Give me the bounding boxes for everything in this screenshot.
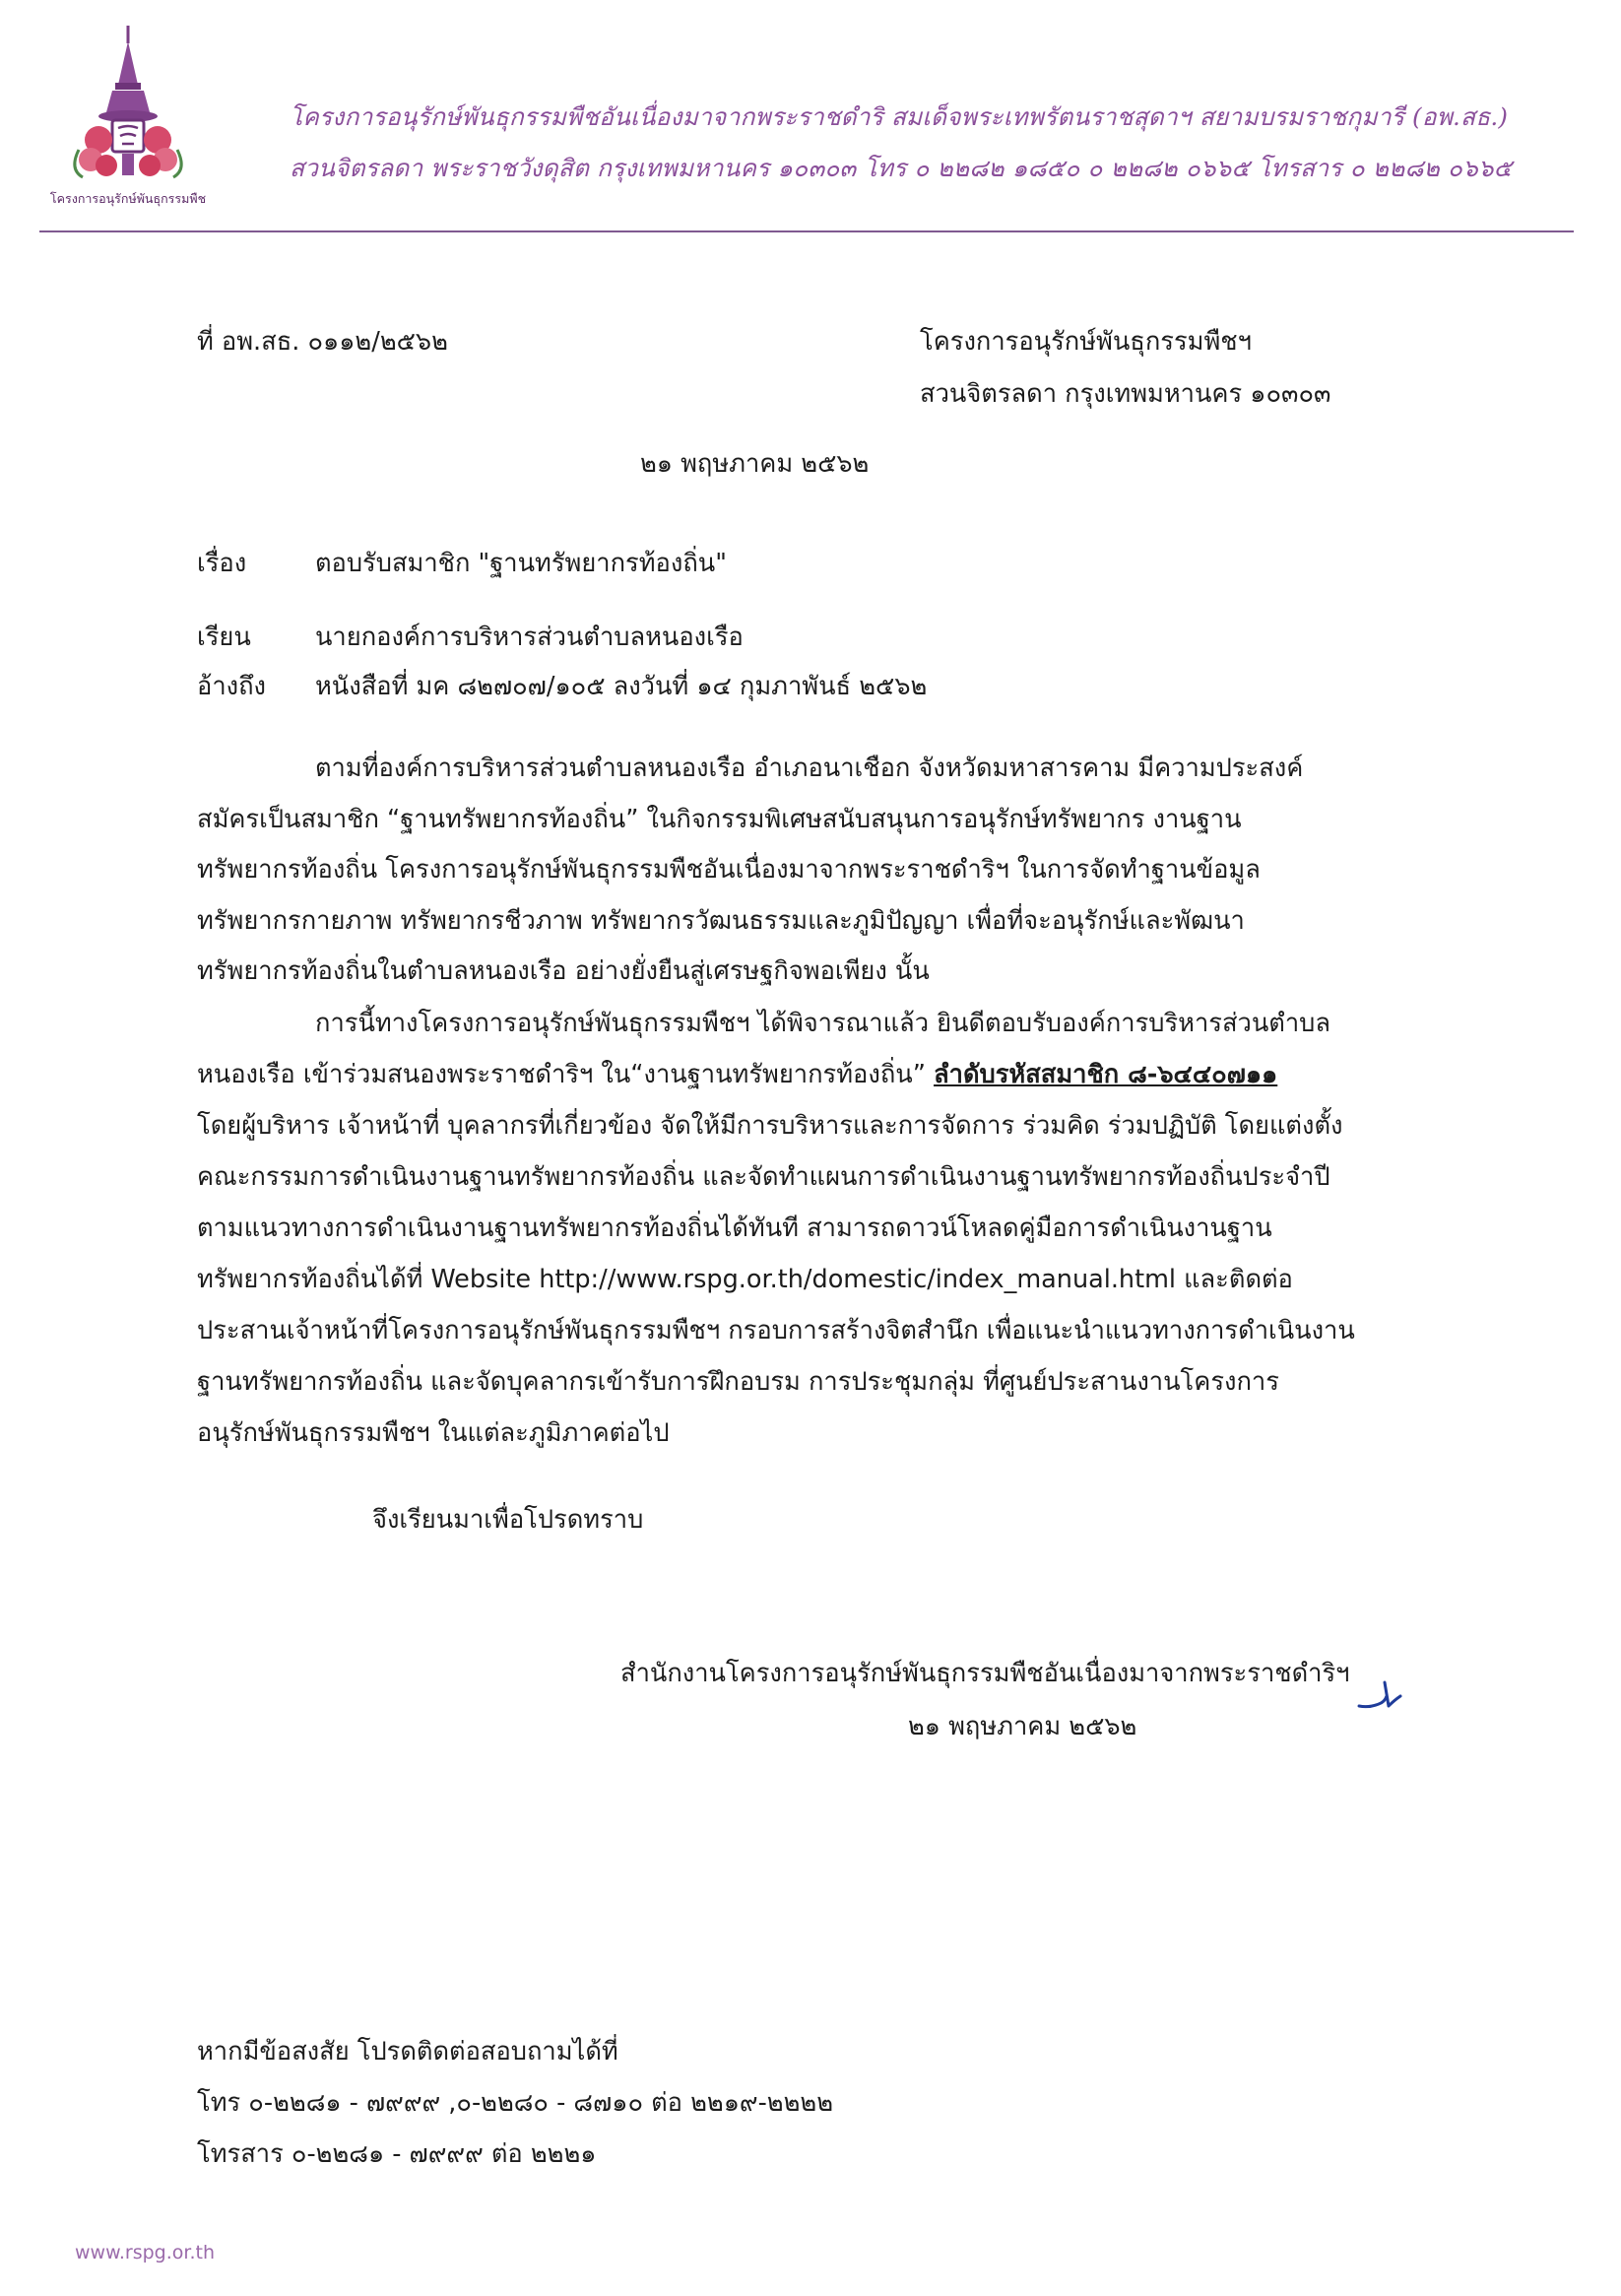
paragraph-2-line [197,1058,1277,1091]
sender-address-line-1: โครงการอนุรักษ์พันธุกรรมพืชฯ [920,327,1252,357]
svg-text:โครงการอนุรักษ์พันธุกรรมพืช: โครงการอนุรักษ์พันธุกรรมพืช [49,191,207,206]
paragraph-2-line-prefix: หนองเรือ เข้าร่วมสนองพระราชดำริฯ ใน“งานฐานทรัพยากรท้องถิ่น” [197,1060,935,1089]
handwritten-signature-mark [1355,1676,1406,1714]
paragraph-1-line: ทรัพยากรท้องถิ่น โครงการอนุรักษ์พันธุกรรมพืชอันเนื่องมาจากพระราชดำริฯ ในการจัดทำฐานข้อมูล [197,855,1261,885]
reference-label: อ้างถึง [197,672,266,701]
paragraph-2-line: ทรัพยากรท้องถิ่นได้ที่ Website http://www.rspg.or.th/domestic/index_manual.html และติดต่อ [197,1265,1293,1294]
org-address-line: สวนจิตรลดา พระราชวังดุสิต กรุงเทพมหานคร ๑๐๓๐๓ โทร ๐ ๒๒๘๒ ๑๘๕๐ ๐ ๒๒๘๒ ๐๖๖๕ โทรสาร ๐ ๒๒๘๒ ๐๖๖๕ [290,154,1513,182]
footer-website: www.rspg.or.th [75,2242,216,2263]
paragraph-2-line: คณะกรรมการดำเนินงานฐานทรัพยากรท้องถิ่น และจัดทำแผนการดำเนินงานฐานทรัพยากรท้องถิ่นประจำปี [197,1162,1330,1192]
paragraph-1-line: ตามที่องค์การบริหารส่วนตำบลหนองเรือ อำเภอนาเชือก จังหวัดมหาสารคาม มีความประสงค์ [315,754,1304,783]
paragraph-2-line: การนี้ทางโครงการอนุรักษ์พันธุกรรมพืชฯ ได้พิจารณาแล้ว ยินดีตอบรับองค์การบริหารส่วนตำบล [315,1009,1330,1038]
subject-value: ตอบรับสมาชิก "ฐานทรัพยากรท้องถิ่น" [315,549,727,578]
royal-crown-emblem-icon [39,22,217,215]
paragraph-1-line: ทรัพยากรกายภาพ ทรัพยากรชีวภาพ ทรัพยากรวัฒนธรรมและภูมิปัญญา เพื่อที่จะอนุรักษ์และพัฒนา [197,906,1245,936]
contact-fax: โทรสาร ๐-๒๒๘๑ - ๗๙๙๙ ต่อ ๒๒๒๑ [197,2139,597,2169]
signature-date: ๒๑ พฤษภาคม ๒๕๖๒ [908,1712,1137,1741]
paragraph-2-line: อนุรักษ์พันธุกรรมพืชฯ ในแต่ละภูมิภาคต่อไป [197,1418,670,1448]
sender-address-line-2: สวนจิตรลดา กรุงเทพมหานคร ๑๐๓๐๓ [920,379,1331,409]
org-name-line: โครงการอนุรักษ์พันธุกรรมพืชอันเนื่องมาจากพระราชดำริ สมเด็จพระเทพรัตนราชสุดาฯ สยามบรมราชกุมารี (อพ.สธ.) [290,102,1509,131]
paragraph-2-line: ฐานทรัพยากรท้องถิ่น และจัดบุคลากรเข้ารับการฝึกอบรม การประชุมกลุ่ม ที่ศูนย์ประสานงานโครงการ [197,1367,1279,1397]
paragraph-2-line: โดยผู้บริหาร เจ้าหน้าที่ บุคลากรที่เกี่ยวข้อง จัดให้มีการบริหารและการจัดการ ร่วมคิด ร่วมปฏิบัติ โดยแต่งตั้ง [197,1111,1343,1141]
header-divider [39,230,1574,232]
contact-phone: โทร ๐-๒๒๘๑ - ๗๙๙๙ ,๐-๒๒๘๐ - ๘๗๑๐ ต่อ ๒๒๑๙-๒๒๒๒ [197,2088,834,2118]
reference-number: ที่ อพ.สธ. ๐๑๑๒/๒๕๖๒ [197,327,448,357]
member-code: ลำดับรหัสสมาชิก ๘-๖๔๔๐๗๑๑ [934,1060,1278,1089]
recipient-value: นายกองค์การบริหารส่วนตำบลหนองเรือ [315,623,744,652]
contact-heading: หากมีข้อสงสัย โปรดติดต่อสอบถามได้ที่ [197,2037,618,2066]
paragraph-2-line: ตามแนวทางการดำเนินงานฐานทรัพยากรท้องถิ่นได้ทันที สามารถดาวน์โหลดคู่มือการดำเนินงานฐาน [197,1214,1272,1243]
paragraph-1-line: ทรัพยากรท้องถิ่นในตำบลหนองเรือ อย่างยั่งยืนสู่เศรษฐกิจพอเพียง นั้น [197,956,930,986]
closing-line: จึงเรียนมาเพื่อโปรดทราบ [372,1505,644,1535]
recipient-label: เรียน [197,623,251,652]
letter-date: ๒๑ พฤษภาคม ๒๕๖๒ [640,449,870,479]
subject-label: เรื่อง [197,549,247,578]
paragraph-1-line: สมัครเป็นสมาชิก “ฐานทรัพยากรท้องถิ่น” ในกิจกรรมพิเศษสนับสนุนการอนุรักษ์ทรัพยากร งานฐาน [197,805,1242,834]
reference-value: หนังสือที่ มค ๘๒๗๐๗/๑๐๕ ลงวันที่ ๑๔ กุมภาพันธ์ ๒๕๖๒ [315,672,928,701]
signature-office: สำนักงานโครงการอนุรักษ์พันธุกรรมพืชอันเนื่องมาจากพระราชดำริฯ [620,1659,1350,1688]
paragraph-2-line: ประสานเจ้าหน้าที่โครงการอนุรักษ์พันธุกรรมพืชฯ กรอบการสร้างจิตสำนึก เพื่อแนะนำแนวทางการดำเนินงาน [197,1316,1355,1345]
